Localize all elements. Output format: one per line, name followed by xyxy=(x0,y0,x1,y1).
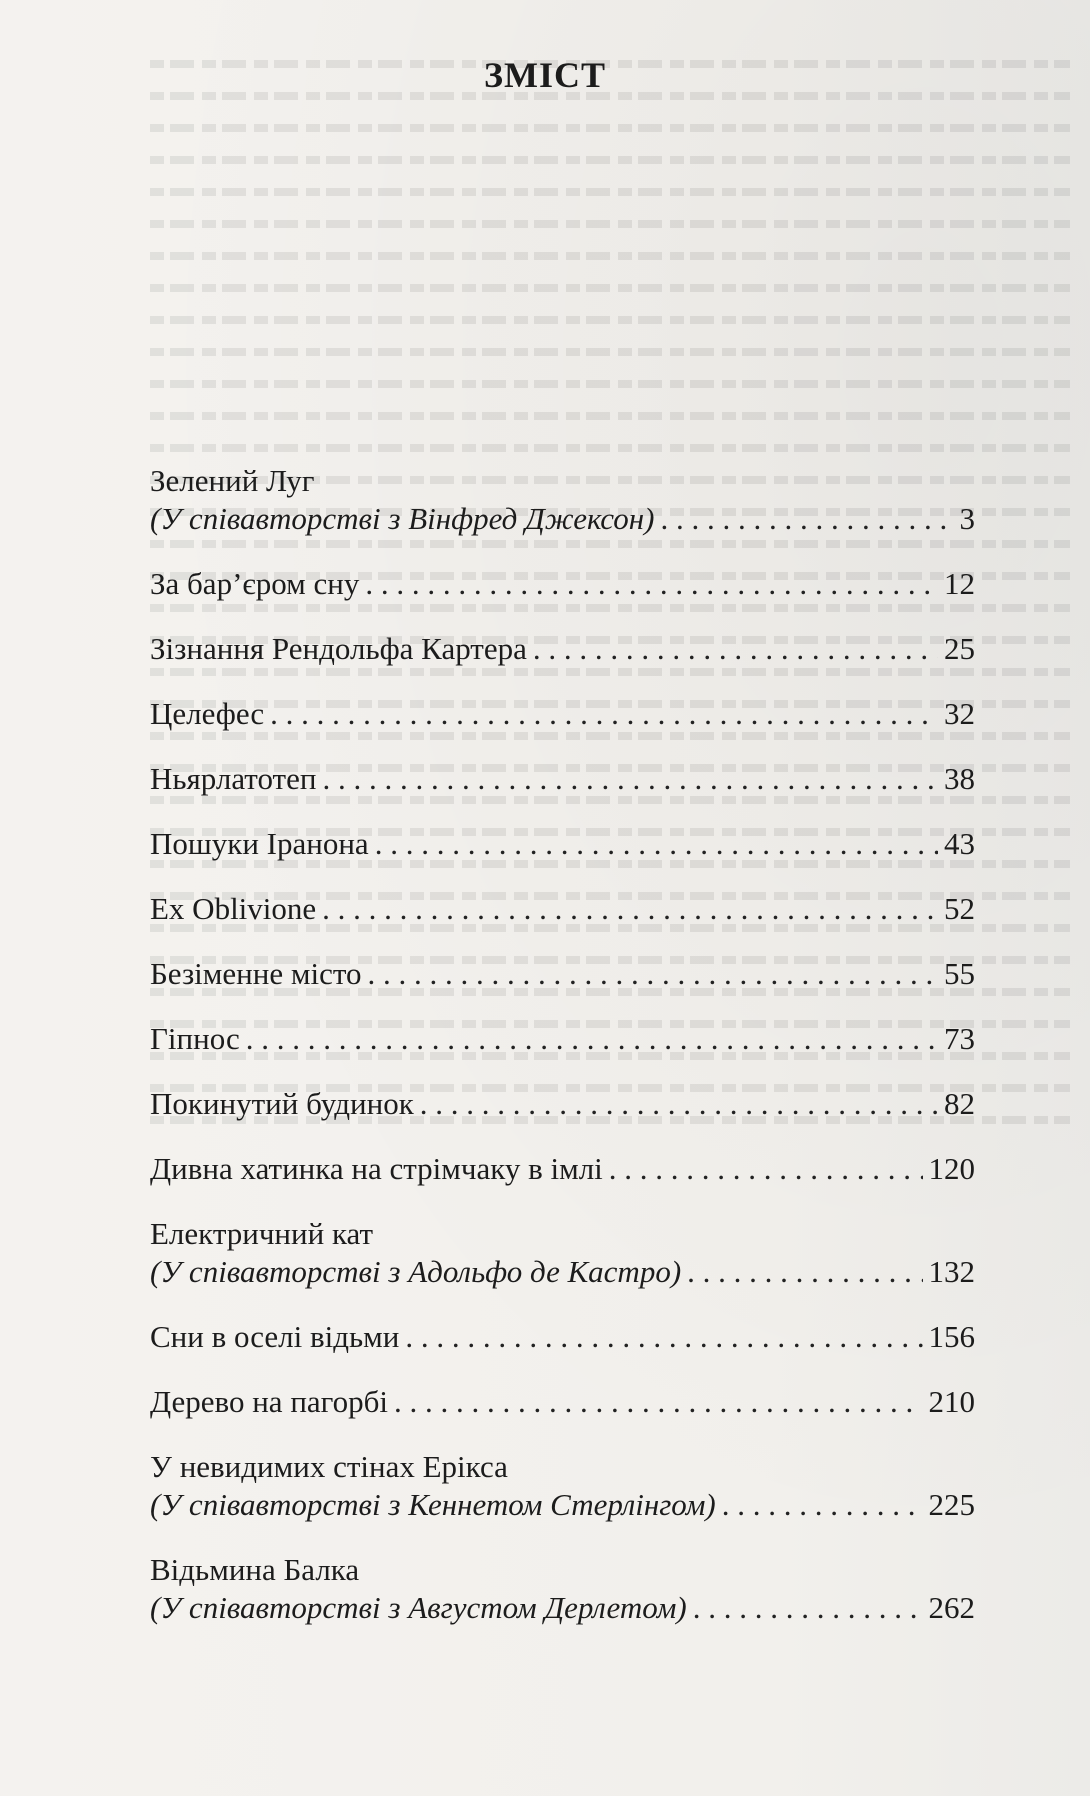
toc-entry-title: Ньярлатотеп xyxy=(150,761,317,796)
toc-entry xyxy=(150,760,975,798)
dot-leader xyxy=(687,1253,922,1291)
toc-entry-row xyxy=(150,500,975,538)
dot-leader xyxy=(693,1589,923,1627)
toc-page-number: 210 xyxy=(928,1384,975,1419)
toc-entry-row xyxy=(150,1150,975,1188)
dot-leader xyxy=(533,630,938,668)
toc-entry-title: Гіпнос xyxy=(150,1021,240,1056)
toc-entry-title: У невидимих стінах Ерікса xyxy=(150,1449,508,1484)
toc-page-number: 225 xyxy=(928,1487,975,1522)
toc-entry-coauthor: (У співавторстві з Адольфо де Кастро) xyxy=(150,1254,682,1289)
toc-entry-row xyxy=(150,890,975,928)
toc-page-number: 25 xyxy=(944,631,975,666)
toc-entry-coauthor: (У співавторстві з Кеннетом Стерлінгом) xyxy=(150,1487,716,1522)
toc-entry xyxy=(150,890,975,928)
toc-entry xyxy=(150,1318,975,1356)
dot-leader xyxy=(270,695,938,733)
toc-entry-row xyxy=(150,760,975,798)
dot-leader xyxy=(322,890,938,928)
toc-entry-row xyxy=(150,695,975,733)
dot-leader xyxy=(660,500,949,538)
toc-entry-title: За бар’єром сну xyxy=(150,566,360,601)
toc-entry-row xyxy=(150,825,975,863)
toc-entry xyxy=(150,1020,975,1058)
toc-page-number: 132 xyxy=(928,1254,975,1289)
toc-entry xyxy=(150,1215,975,1291)
toc-entry-row xyxy=(150,1020,975,1058)
toc-entry-title: Безіменне місто xyxy=(150,956,362,991)
toc-entry-row xyxy=(150,565,975,603)
toc-entry-title: Дерево на пагорбі xyxy=(150,1384,388,1419)
toc-page-number: 120 xyxy=(928,1151,975,1186)
dot-leader xyxy=(722,1486,923,1524)
toc-page-number: 43 xyxy=(944,826,975,861)
dot-leader xyxy=(322,760,938,798)
toc-entry-title: Дивна хатинка на стрімчаку в імлі xyxy=(150,1151,603,1186)
toc-page-number: 82 xyxy=(944,1086,975,1121)
toc-entry-row xyxy=(150,1589,975,1627)
toc-entry-title: Відьмина Балка xyxy=(150,1552,360,1587)
dot-leader xyxy=(405,1318,922,1356)
dot-leader xyxy=(420,1085,938,1123)
toc-entry xyxy=(150,462,975,538)
toc-entry-title: Зізнання Рендольфа Картера xyxy=(150,631,527,666)
toc-entry-title: Електричний кат xyxy=(150,1216,374,1251)
toc-page-number: 3 xyxy=(959,501,975,536)
dot-leader xyxy=(609,1150,923,1188)
toc-entry-title: Ex Oblivione xyxy=(150,891,317,926)
toc-entry-row xyxy=(150,1085,975,1123)
toc-page-number: 38 xyxy=(944,761,975,796)
toc-page-number: 262 xyxy=(928,1590,975,1625)
toc-entry xyxy=(150,1448,975,1524)
dot-leader xyxy=(368,955,939,993)
dot-leader xyxy=(375,825,938,863)
toc-page-number: 156 xyxy=(928,1319,975,1354)
toc-entry xyxy=(150,1085,975,1123)
table-of-contents xyxy=(150,462,975,1654)
toc-entry xyxy=(150,1150,975,1188)
toc-page-number: 73 xyxy=(944,1021,975,1056)
dot-leader xyxy=(246,1020,938,1058)
toc-page-number: 32 xyxy=(944,696,975,731)
toc-entry xyxy=(150,955,975,993)
toc-entry xyxy=(150,565,975,603)
toc-entry xyxy=(150,695,975,733)
toc-entry-row xyxy=(150,1486,975,1524)
toc-entry-title: Сни в оселі відьми xyxy=(150,1319,400,1354)
toc-entry-row xyxy=(150,1318,975,1356)
toc-page-number: 55 xyxy=(944,956,975,991)
toc-entry xyxy=(150,1383,975,1421)
toc-entry-row xyxy=(150,1383,975,1421)
toc-entry-title: Покинутий будинок xyxy=(150,1086,414,1121)
toc-entry-coauthor: (У співавторстві з Вінфред Джексон) xyxy=(150,501,655,536)
toc-entry-title: Зелений Луг xyxy=(150,463,315,498)
toc-entry-row xyxy=(150,1253,975,1291)
toc-entry-title: Пошуки Іранона xyxy=(150,826,369,861)
dot-leader xyxy=(365,565,938,603)
toc-entry xyxy=(150,825,975,863)
toc-entry-row xyxy=(150,955,975,993)
toc-entry-row xyxy=(150,630,975,668)
toc-page-number: 12 xyxy=(944,566,975,601)
toc-entry-coauthor: (У співавторстві з Августом Дерлетом) xyxy=(150,1590,687,1625)
dot-leader xyxy=(394,1383,923,1421)
toc-page-number: 52 xyxy=(944,891,975,926)
toc-entry-title: Целефес xyxy=(150,696,265,731)
toc-entry xyxy=(150,630,975,668)
page-title: ЗМІСТ xyxy=(484,55,606,95)
toc-entry xyxy=(150,1551,975,1627)
